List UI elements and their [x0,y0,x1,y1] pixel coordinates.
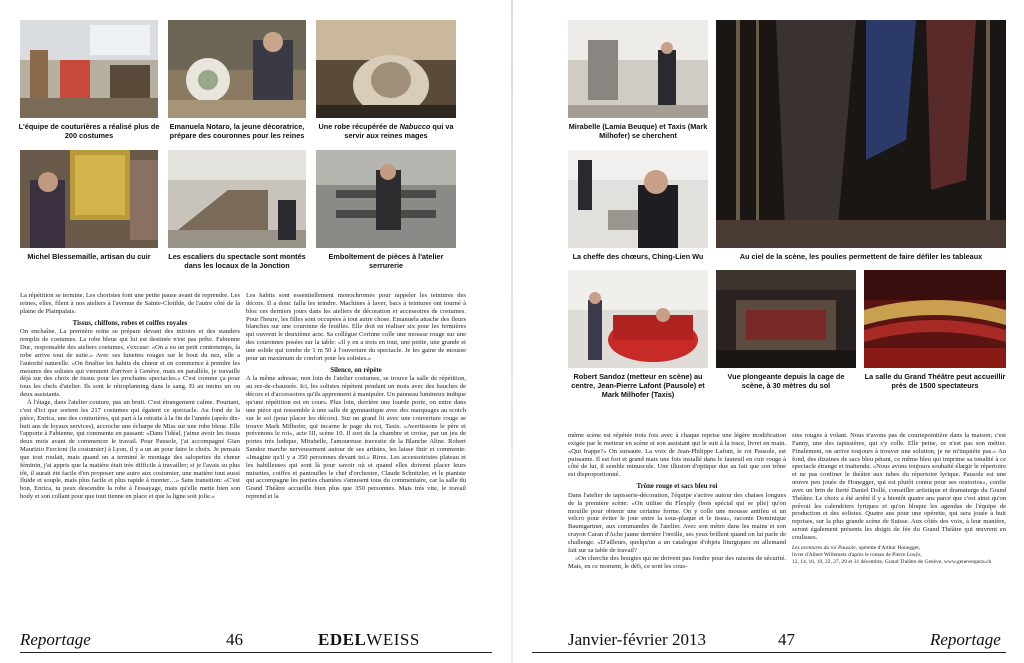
photo-chorus-master [568,150,708,248]
right-page [512,0,1024,663]
subheading: Silence, on répète [330,366,382,374]
paragraph: sins rouges à volant. Nous n'avons pas de courtepointière dans la maison; c'est Fanny, une des tapissières, qui s'y colle. Elle peine, ce n'est pas son métier. Finalement, on arrive toujours à trouver une solution, je ne m'inquiète pas.» Au fond, des dizaines de sacs bleu pétant, ce même bleu qui imprime sa tonalité à ce spectacle étrange et inattendu. «Nous avons toujours souhaité élargir le répertoire et ne pas confiner le théâtre aux tubes du répertoire lyrique. Pausole est une œuvre peu jouée de Honegger, qui est plutôt connu pour ses oratorios», confie avec un brin de fierté Daniel Dollé, conseiller artistique et dramaturge du Grand Théâtre. Le choix a été arrêté il y a bientôt quatre ans parce que c'est ainsi qu'on prévoit les calendriers lyriques et qu'on bloque les agendas de l'équipe de production et des solistes. Quatre ans pour une opérette, qui sera jouée à huit reprises, sur la plus grande scène de Suisse. Aux côtés des voix, à leur manière, seront également présents les doigts de fée du Grand Théâtre qui œuvrent en coulisses. [792,432,1006,541]
subheading: Trône rouge et sacs bleu roi [636,483,718,491]
photo-stage-view-down [716,270,856,368]
subheading: Tissus, chiffons, robes et coiffes royales [72,319,188,327]
caption-grand-theatre-hall: La salle du Grand Théâtre peut accueillir près de 1500 spectateurs [864,372,1006,390]
footer-page-number-left: 46 [226,630,243,649]
brand-bold: EDEL [318,630,367,649]
caption-chorus-master: La cheffe des chœurs, Ching-Lien Wu [572,252,704,261]
caption-sandoz-rehearsal: Robert Sandoz (metteur en scène) au centre, Jean-Pierre Lafont (Pausole) et Mark Milhofer (Taxis) [571,372,705,399]
caption-leather-artisan: Michel Blessemaille, artisan du cuir [27,252,151,261]
photo-leather-artisan [20,150,158,248]
caption-decorator: Emanuela Notaro, la jeune décoratrice, prépare des couronnes pour les reines [169,122,305,140]
paragraph: La répétition se termine. Les choristes font une petite pause avant de reprendre. Les reines, elles, filent à nos ateliers à l'avenue de Sainte-Clotilde, de l'autre côté de la plaine de Plainpalais. [20,292,240,315]
caption-locksmith: Emboîtement de pièces à l'atelier serrurerie [328,252,444,270]
magazine-brand [318,630,420,650]
paragraph: Les habits sont essentiellement monochromes pour rappeler les teintures des décors. Il a donc fallu les teindre. Machines à laver, bacs à teintures ont tourné à bloc ces derniers jours dans les ateliers de décoration et accessoires de costumes. Pour l'heure, les filles sont occupées à tout autre chose. Emanuela attache des fleurs blanches sur une couronne de feuilles. Elle doit en réaliser six pour les fermières qui ouvrent le deuxième acte. Sa collègue Corinne colle une mousse rouge sur une des couronnes posées sur la table: «Il y en a trois en tout, une petite, une grande et une solide qui tombe de 1 m 50 à l'ouverture du spectacle. Je les gaine de mousse pour un maximum de confort pour les solistes.» [246,292,466,362]
article-column-3 [568,432,786,624]
footer-rule-left [20,652,492,653]
photo-grand-theatre-hall [864,270,1006,368]
credits-line3: 12, 14, 16, 19, 22, 27, 29 et 31 décembre, Grand Théâtre de Genève, www.geneveopera.ch [792,558,992,565]
footer-date: Janvier-février 2013 [568,630,706,649]
paragraph: A la même adresse, non loin de l'atelier costumes, se trouve la salle de répétition, au rez-de-chaussée. Ici, les solistes répètent pendant un mois avec des bauches de décors et d'accessoires qu'ils apprennent à manipuler. Un panneau lumineux indique qu'une répétition est en cours. Plus loin, derrière une lourde porte, on entre dans une pièce qui ressemble à une salle de gymnastique avec des marquages au scotch sur le sol (pour placer les décors). Sur un grand lit avec une couverture rouge se trouve Mark Milhofer, qui incarne le page du roi, Taxis. «Avertissons le père et prévenons le roi», acte III, scène 10. Il sort de la chambre et croise, par un jeu de portes très ludique, Mirabelle, l'amoureuse travestie de la Blanche Aline. Robert Sandoz marche nerveusement autour de ses artistes, les laisse finir et commente: «Imagine qu'il y a 350 personnes devant toi.» Rires. Les accessoiristes plateau et les habilleuses qui sont là pour savoir où et quand elles doivent placer leurs nuisettes, coiffes et pantoufles le chef d'orchestre, Claude Schnitzler, et le pianiste qui accompagne les parties chantées s'amusent tous du commentaire, car la salle du Grand Théâtre accueille bien plus que 350 personnes. Mais très vite, le travail reprend et la [246,375,466,501]
credits-line2: livret d'Albert Willemetz d'après le roman de Pierre Louÿs, [792,551,922,558]
caption-dress-b: qui va servir aux reines mages [344,122,454,140]
footer-rule-right [532,652,1006,653]
article-column-1 [20,292,240,622]
photo-stairs-jonction [168,150,306,248]
article-column-2 [246,292,466,622]
caption-dress-a: Une robe récupérée de [318,122,400,131]
caption-seamstresses: L'équipe de couturières a réalisé plus de 200 costumes [18,122,160,140]
photo-stage-pulleys [716,20,1006,248]
paragraph: Dans l'atelier de tapisserie-décoration, l'équipe s'active autour des chaises longues de la première scène: «On utilise du Flexply (bois spécial qui se plie) qu'on mouille pour obtenir une certaine forme. On y colle une mousse antifeu et un velcro pour éviter le jour entre la sous-plaque et le tissu», raconte Dominique Baumgartner, aux commandes de l'atelier. Avec son mètre dans les mains et son crayon Caran d'Ache jaune derrière l'oreille, ses yeux brillent quand on lui parle de challenge. «D'ailleurs, quelqu'un a un catalogue d'objets liturgiques en allemand fait sur sa table de travail? [568,491,786,554]
caption-stage-pulleys: Au ciel de la scène, les poulies permettent de faire défiler les tableaux [739,252,983,261]
photo-locksmith [316,150,456,248]
footer-section-right: Reportage [930,630,1001,649]
photo-seamstresses [20,20,158,118]
caption-stage-view-down: Vue plongeante depuis la cage de scène, à 30 mètres du sol [727,372,845,390]
caption-stairs: Les escaliers du spectacle sont montés dans les locaux de la Jonction [168,252,306,270]
article-column-4 [792,432,1006,624]
paragraph: On enchaîne. La première reine se prépare devant des miroirs et des standers remplis de costumes. La robe bleue qui lui est destinée n'est pas prête. Fabienne Duc, responsable des ateliers costumes, s'excuse: «On a eu un petit contretemps, la robe arrive tout de suite.» Avec ses lunettes rouges sur le bout du nez, elle a l'autorité naturelle. «On finalise les habits du chœur et on commence à prendre les mesures des solistes qui viennent d'arriver à Genève, mais en parallèle, je travaille déjà sur des choix de tissus pour les prochains spectacles.» C'est comme ça pour tous les chefs d'atelier. Ils sont le rétroplanning dans le sang. Et au moins un ou deux assistants. [20,328,240,399]
brand-rest: WEISS [366,630,420,649]
paragraph: À l'étage, dans l'atelier couture, pas un bruit. C'est étrangement calme. Pourtant, c'est d'ici que sortent les 217 costumes qui égaient ce spectacle. Au fond de la pièce, Enrica, une des couturières, qui part à la retraite à la fin de l'année (après dix-huit ans de loyaux services), accroche une écharpe de Miss sur une robe bleue. Elle l'apporte à Fabienne, qui commente en passant: «Dans l'idéal, j'aime avoir les tissus deux mois avant de commencer le travail. Pour Pausole, j'ai accompagné Gian Maurizio Fercioni (le costumier) à Lyon, il y a un an pour faire le choix. Je pensais que tout roulait, mais quand on a terminé le montage des salopettes du chœur féminin, j'ai appris que la matière était très difficile à travailler; si je l'avais su plus tôt, il aurait été facile d'en proposer une autre aux costumier, une matière tout aussi fluide et souple, mais plus facile et plus rapide à monter…» Sans transition: «C'est bon, Enrica, tu peux descendre la robe à l'essayage, mais qu'elle mette bien son body et son collant pour que tout tienne en place et que la ligne soit jolie.» [20,398,240,501]
paragraph: «On cherche des bougies qui ne doivent pas fondre pour des raisons de sécurité. Mais, en ce moment, le défi, ce sont les cous- [568,554,786,570]
photo-decorator [168,20,306,118]
photo-nabucco-dress [316,20,456,118]
caption-nabucco-dress [316,122,456,140]
paragraph: même scène est répétée trois fois avec à chaque reprise une légère modification exigée par le metteur en scène et son assistant qui le suit à la trace, livret en main. «Qui frappe?» On sursaute. La voix de Jean-Philippe Lafont, le roi Pausole, est puissante. Il est fort et grand mais une fois installé dans le fauteuil en cuir rouge à côté de lui, il semble minuscule. Une illusion d'optique due au fait que son trône est disproportionné. [568,432,786,479]
performance-credits [792,545,1006,566]
caption-mirabelle-taxis: Mirabelle (Lamia Beuque) et Taxis (Mark Milhofer) se cherchent [568,122,708,140]
credits-line1: , opérette d'Arthur Honegger, [855,544,921,551]
footer-section-left: Reportage [20,630,91,649]
caption-dress-opera: Nabucco [399,122,431,131]
photo-sandoz-rehearsal [568,270,708,368]
photo-mirabelle-taxis [568,20,708,118]
footer-page-number-right: 47 [778,630,795,649]
credits-title: Les aventures du roi Pausole [792,544,856,551]
